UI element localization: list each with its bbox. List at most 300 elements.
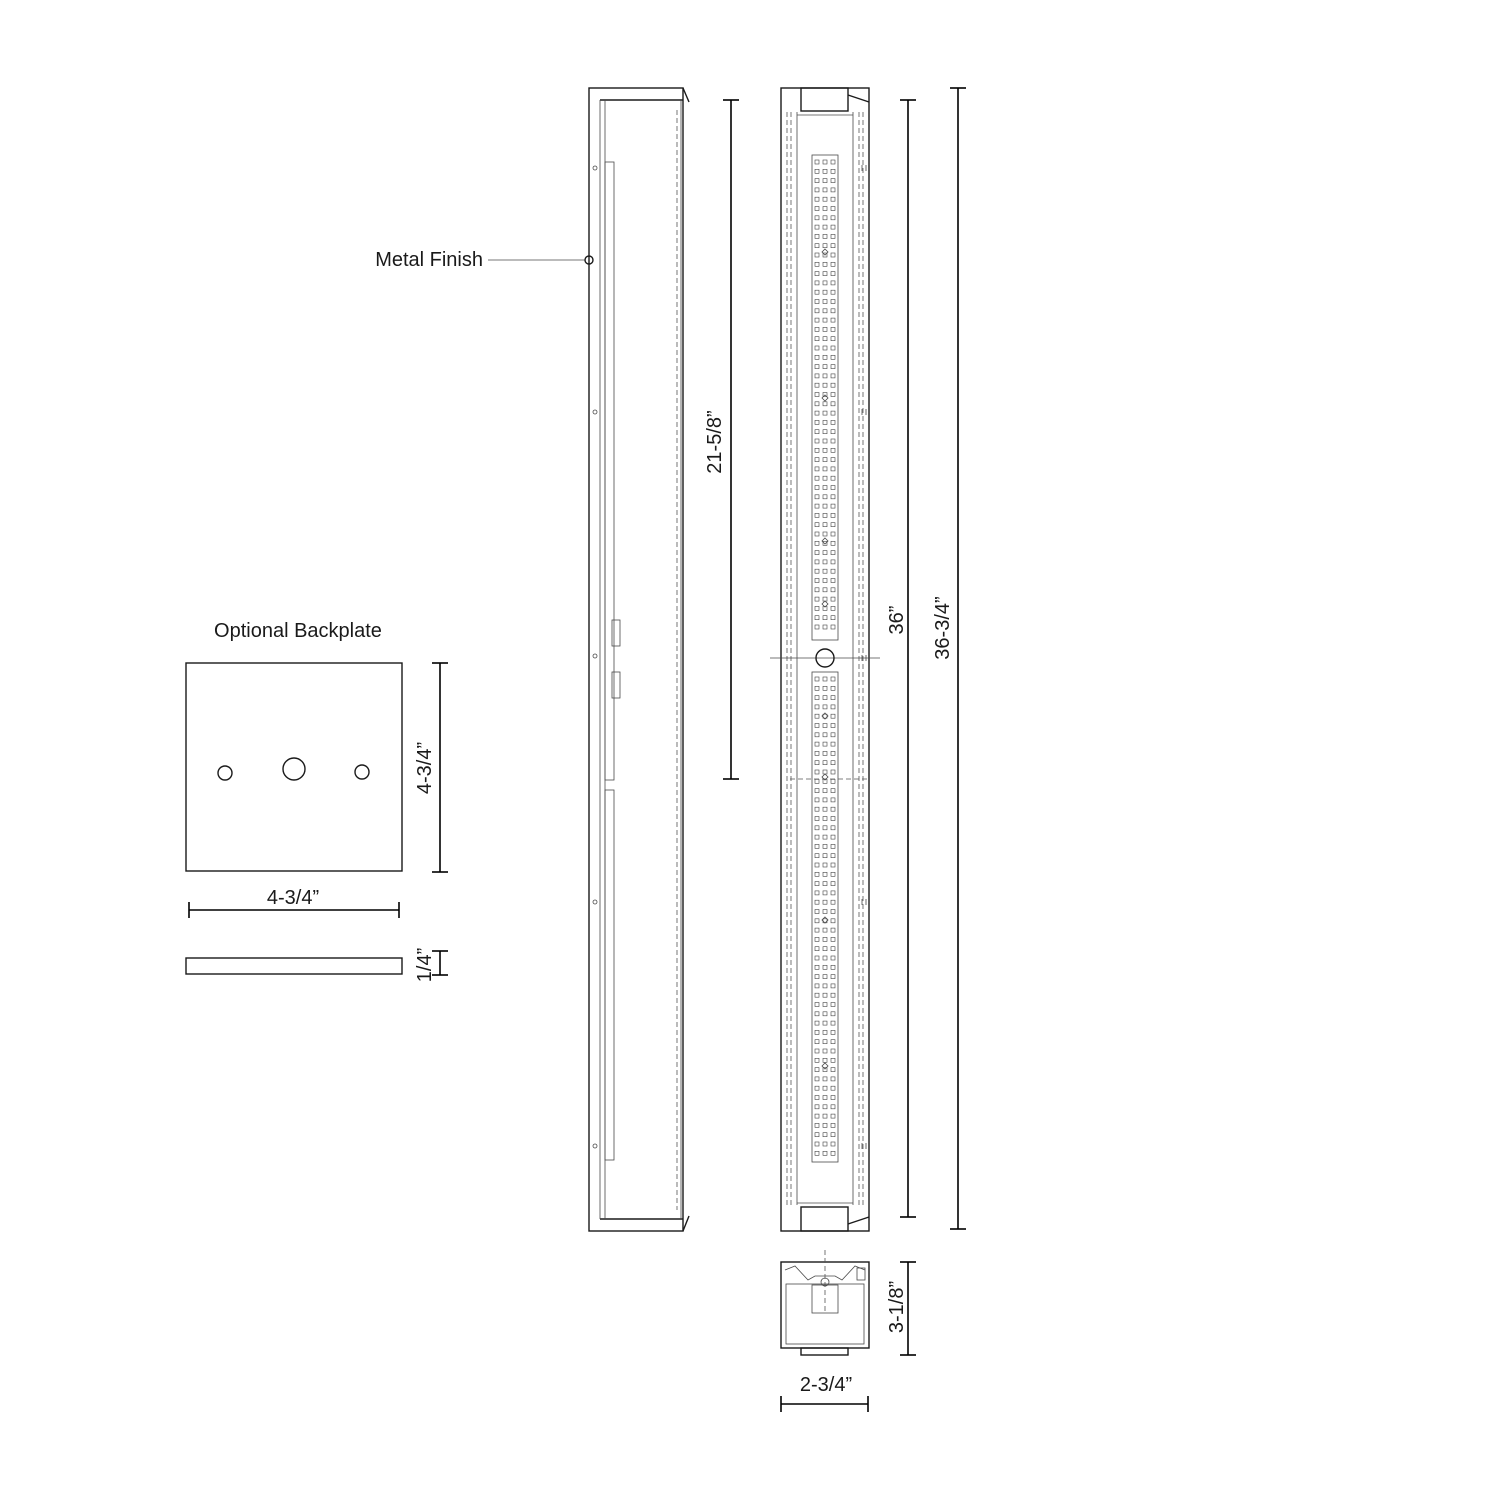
led-chip xyxy=(831,346,835,350)
led-chip xyxy=(831,779,835,783)
dim-backplate-thickness xyxy=(414,948,448,982)
led-chip xyxy=(831,817,835,821)
led-chip xyxy=(831,1105,835,1109)
led-chip xyxy=(815,551,819,555)
led-chip xyxy=(831,495,835,499)
led-chip xyxy=(831,420,835,424)
led-chip xyxy=(831,169,835,173)
led-chip xyxy=(831,476,835,480)
led-chip xyxy=(831,1003,835,1007)
led-chip xyxy=(831,677,835,681)
led-chip xyxy=(823,1096,827,1100)
led-chip xyxy=(815,714,819,718)
led-chip xyxy=(823,160,827,164)
profile-width-label: 2-3/4” xyxy=(799,1374,853,1396)
led-chip xyxy=(815,733,819,737)
led-chip xyxy=(831,188,835,192)
led-chip xyxy=(831,439,835,443)
led-chip xyxy=(831,854,835,858)
mounting-clips xyxy=(822,165,866,1149)
led-chip xyxy=(823,724,827,728)
body-length-label: 36” xyxy=(886,605,908,635)
led-chip xyxy=(823,1151,827,1155)
led-chip xyxy=(815,309,819,313)
led-chip xyxy=(831,1021,835,1025)
led-chip xyxy=(815,207,819,211)
led-chip xyxy=(815,188,819,192)
led-chip xyxy=(831,532,835,536)
led-chip xyxy=(831,733,835,737)
led-chip xyxy=(831,984,835,988)
led-chip xyxy=(815,346,819,350)
led-chip xyxy=(815,606,819,610)
led-chip xyxy=(823,947,827,951)
led-chip xyxy=(815,393,819,397)
led-chip xyxy=(823,541,827,545)
led-chip xyxy=(815,1151,819,1155)
led-chip xyxy=(815,1049,819,1053)
led-chip xyxy=(831,551,835,555)
led-chip xyxy=(815,817,819,821)
led-chip xyxy=(823,770,827,774)
backplate xyxy=(186,620,402,974)
led-chip xyxy=(831,993,835,997)
led-chip xyxy=(815,513,819,517)
led-chip xyxy=(823,448,827,452)
led-chip xyxy=(815,761,819,765)
led-chip xyxy=(831,696,835,700)
led-chip xyxy=(823,374,827,378)
led-chip xyxy=(831,751,835,755)
led-chip xyxy=(831,863,835,867)
dim-backplate-width xyxy=(189,887,399,918)
led-chip xyxy=(831,355,835,359)
led-chip xyxy=(815,993,819,997)
led-chip xyxy=(823,733,827,737)
led-chip xyxy=(823,686,827,690)
led-chip xyxy=(831,1133,835,1137)
led-chip xyxy=(823,1003,827,1007)
led-chip xyxy=(831,1142,835,1146)
side-view xyxy=(589,88,689,1231)
led-chip xyxy=(823,281,827,285)
metal-finish-callout xyxy=(375,249,593,271)
led-chip xyxy=(815,891,819,895)
led-chip xyxy=(815,476,819,480)
led-chip xyxy=(815,616,819,620)
led-chip xyxy=(815,1114,819,1118)
led-chip xyxy=(823,616,827,620)
led-chip xyxy=(831,1151,835,1155)
profile-view xyxy=(781,1250,869,1355)
led-chip xyxy=(815,910,819,914)
led-chip xyxy=(823,1133,827,1137)
led-chip xyxy=(823,900,827,904)
led-chip xyxy=(831,513,835,517)
led-chip xyxy=(815,579,819,583)
led-chip xyxy=(831,588,835,592)
led-chip xyxy=(823,835,827,839)
led-chip xyxy=(823,337,827,341)
led-chip xyxy=(815,625,819,629)
led-chip xyxy=(831,1012,835,1016)
led-chip xyxy=(831,160,835,164)
led-chip xyxy=(823,179,827,183)
led-chip xyxy=(831,835,835,839)
led-chip xyxy=(815,523,819,527)
led-chip xyxy=(815,383,819,387)
led-chip xyxy=(831,430,835,434)
led-chip xyxy=(815,281,819,285)
led-chip xyxy=(815,919,819,923)
led-chip xyxy=(823,789,827,793)
led-chip xyxy=(831,281,835,285)
led-chip xyxy=(823,234,827,238)
led-chip xyxy=(815,696,819,700)
led-chip xyxy=(815,1012,819,1016)
led-chip xyxy=(831,947,835,951)
led-chip xyxy=(831,1114,835,1118)
led-chip xyxy=(831,686,835,690)
led-chip xyxy=(823,798,827,802)
profile-depth-label: 3-1/8” xyxy=(886,1280,908,1334)
led-chip xyxy=(815,826,819,830)
led-chip xyxy=(815,1096,819,1100)
led-chip xyxy=(815,439,819,443)
led-chip xyxy=(823,1123,827,1127)
led-chip xyxy=(823,696,827,700)
led-chip xyxy=(831,541,835,545)
led-chip xyxy=(815,327,819,331)
led-chip xyxy=(831,393,835,397)
led-chip xyxy=(823,188,827,192)
led-chip xyxy=(815,458,819,462)
led-chip xyxy=(815,751,819,755)
overall-length-label: 36-3/4” xyxy=(932,596,954,660)
led-chip xyxy=(831,244,835,248)
led-chip xyxy=(831,770,835,774)
led-chip xyxy=(823,495,827,499)
led-chip xyxy=(815,686,819,690)
led-chip xyxy=(823,1086,827,1090)
led-chip xyxy=(823,677,827,681)
led-chip xyxy=(823,891,827,895)
metal-finish-label: Metal Finish xyxy=(375,249,483,271)
led-chip xyxy=(823,1049,827,1053)
led-chip xyxy=(831,300,835,304)
led-chip xyxy=(823,965,827,969)
led-chip xyxy=(831,1086,835,1090)
led-chip xyxy=(831,789,835,793)
led-chip xyxy=(823,1068,827,1072)
led-chip xyxy=(831,560,835,564)
led-chip xyxy=(831,606,835,610)
led-chip xyxy=(823,975,827,979)
mount-height-label: 21-5/8” xyxy=(704,410,726,474)
led-chip xyxy=(823,625,827,629)
dim-mount-height xyxy=(704,100,739,779)
led-chip xyxy=(823,705,827,709)
led-chip xyxy=(815,374,819,378)
led-chip xyxy=(815,835,819,839)
led-chip xyxy=(823,1012,827,1016)
led-chip xyxy=(831,411,835,415)
backplate-thickness-label: 1/4” xyxy=(414,947,436,983)
led-chip xyxy=(815,337,819,341)
backplate-width-label: 4-3/4” xyxy=(266,887,320,909)
led-chip xyxy=(823,1105,827,1109)
led-chip xyxy=(831,1058,835,1062)
led-chip xyxy=(815,863,819,867)
led-chip xyxy=(815,1142,819,1146)
led-chip xyxy=(831,882,835,886)
led-chip xyxy=(815,900,819,904)
led-chip xyxy=(823,1142,827,1146)
led-chip xyxy=(823,355,827,359)
backplate-height-label: 4-3/4” xyxy=(414,741,436,795)
led-chip xyxy=(815,179,819,183)
led-chip xyxy=(823,365,827,369)
led-chip xyxy=(823,169,827,173)
led-chip xyxy=(815,216,819,220)
led-chip xyxy=(823,439,827,443)
led-chip xyxy=(823,928,827,932)
led-chip xyxy=(831,844,835,848)
led-chip xyxy=(823,1114,827,1118)
led-chip xyxy=(823,383,827,387)
led-chip xyxy=(823,588,827,592)
dim-overall-length xyxy=(932,88,966,1229)
led-chip xyxy=(823,826,827,830)
led-chip xyxy=(815,1123,819,1127)
led-chip xyxy=(823,300,827,304)
led-chip xyxy=(823,420,827,424)
led-chip xyxy=(823,807,827,811)
led-chip xyxy=(815,937,819,941)
led-chip xyxy=(831,1049,835,1053)
led-chip xyxy=(815,928,819,932)
led-chip xyxy=(815,975,819,979)
led-chip xyxy=(823,532,827,536)
led-chip xyxy=(815,541,819,545)
led-chip xyxy=(823,411,827,415)
led-chip xyxy=(831,272,835,276)
led-chip xyxy=(815,677,819,681)
led-chip xyxy=(815,965,819,969)
led-chip xyxy=(823,937,827,941)
led-chip xyxy=(815,411,819,415)
led-chip xyxy=(831,798,835,802)
led-chip xyxy=(831,504,835,508)
led-chip xyxy=(823,984,827,988)
led-chip xyxy=(823,761,827,765)
led-chip xyxy=(823,272,827,276)
led-chip xyxy=(831,965,835,969)
led-chip xyxy=(815,495,819,499)
led-chip xyxy=(815,807,819,811)
backplate-title: Optional Backplate xyxy=(214,620,382,642)
led-chip xyxy=(815,560,819,564)
led-chip xyxy=(823,1040,827,1044)
led-chip xyxy=(815,300,819,304)
led-chip xyxy=(823,262,827,266)
led-chip xyxy=(831,1068,835,1072)
led-chip xyxy=(815,262,819,266)
led-chip xyxy=(831,579,835,583)
led-chip xyxy=(831,402,835,406)
led-chip xyxy=(831,807,835,811)
led-chip xyxy=(815,169,819,173)
led-chip xyxy=(831,1096,835,1100)
led-chip xyxy=(815,253,819,257)
led-chip xyxy=(823,476,827,480)
led-chip xyxy=(815,724,819,728)
led-chip xyxy=(815,365,819,369)
dim-body-length xyxy=(886,100,916,1217)
led-chip xyxy=(815,588,819,592)
led-chip xyxy=(823,1077,827,1081)
led-chip xyxy=(823,207,827,211)
dim-profile-width xyxy=(781,1374,868,1412)
led-chip xyxy=(823,579,827,583)
led-chip xyxy=(815,244,819,248)
led-chip xyxy=(823,290,827,294)
led-chip xyxy=(815,872,819,876)
led-chip xyxy=(823,560,827,564)
led-chip xyxy=(815,532,819,536)
led-chip xyxy=(823,504,827,508)
led-chip xyxy=(831,910,835,914)
led-chip xyxy=(815,318,819,322)
led-chip xyxy=(831,724,835,728)
led-chip xyxy=(815,947,819,951)
led-chip xyxy=(831,253,835,257)
led-chip xyxy=(823,346,827,350)
led-chip xyxy=(823,1021,827,1025)
led-chip xyxy=(831,1040,835,1044)
led-chip xyxy=(815,956,819,960)
led-chip xyxy=(831,290,835,294)
led-chip xyxy=(831,900,835,904)
led-chip xyxy=(831,467,835,471)
led-chip xyxy=(831,826,835,830)
led-chip xyxy=(823,1030,827,1034)
led-chip xyxy=(831,928,835,932)
led-chip xyxy=(831,523,835,527)
led-chip xyxy=(815,882,819,886)
led-chip xyxy=(823,197,827,201)
led-chip xyxy=(823,486,827,490)
screw-mark xyxy=(822,601,828,607)
led-chip xyxy=(831,234,835,238)
led-chip xyxy=(823,742,827,746)
led-chip xyxy=(823,910,827,914)
led-chip xyxy=(815,770,819,774)
led-chip xyxy=(815,448,819,452)
led-chip xyxy=(823,993,827,997)
led-chip xyxy=(815,1086,819,1090)
led-chip xyxy=(823,458,827,462)
led-chip xyxy=(815,1003,819,1007)
led-chip xyxy=(831,919,835,923)
led-chip xyxy=(831,1077,835,1081)
led-chip xyxy=(831,956,835,960)
led-chip xyxy=(823,467,827,471)
dim-backplate-height xyxy=(414,663,448,872)
led-chip xyxy=(815,197,819,201)
led-chip xyxy=(831,616,835,620)
dim-profile-depth xyxy=(886,1262,916,1355)
led-chip xyxy=(815,1133,819,1137)
led-chip xyxy=(831,262,835,266)
led-chip xyxy=(815,1077,819,1081)
led-chip xyxy=(815,1021,819,1025)
led-chip xyxy=(831,318,835,322)
led-chip xyxy=(831,975,835,979)
led-chip xyxy=(831,374,835,378)
led-chip xyxy=(831,197,835,201)
led-chip xyxy=(831,327,835,331)
led-chip xyxy=(823,216,827,220)
led-chip xyxy=(815,742,819,746)
led-chip xyxy=(831,337,835,341)
led-chip xyxy=(831,872,835,876)
led-chip xyxy=(815,1068,819,1072)
led-chip xyxy=(831,458,835,462)
led-chip xyxy=(823,919,827,923)
led-chip xyxy=(815,402,819,406)
led-chip xyxy=(823,817,827,821)
led-chip xyxy=(831,625,835,629)
led-chip xyxy=(815,355,819,359)
led-chip xyxy=(831,742,835,746)
led-chip xyxy=(823,872,827,876)
led-chip xyxy=(815,1040,819,1044)
led-chip xyxy=(815,705,819,709)
led-chip xyxy=(823,309,827,313)
led-chip xyxy=(831,365,835,369)
led-chip xyxy=(823,569,827,573)
led-chip xyxy=(831,1030,835,1034)
led-chip xyxy=(815,984,819,988)
led-chip xyxy=(823,225,827,229)
led-chip xyxy=(831,179,835,183)
led-chip xyxy=(823,551,827,555)
led-chip xyxy=(831,216,835,220)
led-chip xyxy=(823,430,827,434)
led-chip xyxy=(831,937,835,941)
led-chip xyxy=(831,597,835,601)
led-chip xyxy=(815,854,819,858)
led-chip xyxy=(831,714,835,718)
led-chip xyxy=(831,309,835,313)
led-chip xyxy=(823,523,827,527)
led-chip xyxy=(815,1058,819,1062)
led-chip xyxy=(815,789,819,793)
led-chip xyxy=(815,779,819,783)
led-chip xyxy=(815,420,819,424)
led-chip xyxy=(823,327,827,331)
led-chip xyxy=(823,882,827,886)
led-chip xyxy=(831,225,835,229)
led-chip xyxy=(823,863,827,867)
led-chip xyxy=(823,1058,827,1062)
led-chip xyxy=(815,844,819,848)
led-chip xyxy=(823,244,827,248)
front-view xyxy=(770,88,880,1231)
led-chip xyxy=(815,486,819,490)
led-chip xyxy=(823,513,827,517)
